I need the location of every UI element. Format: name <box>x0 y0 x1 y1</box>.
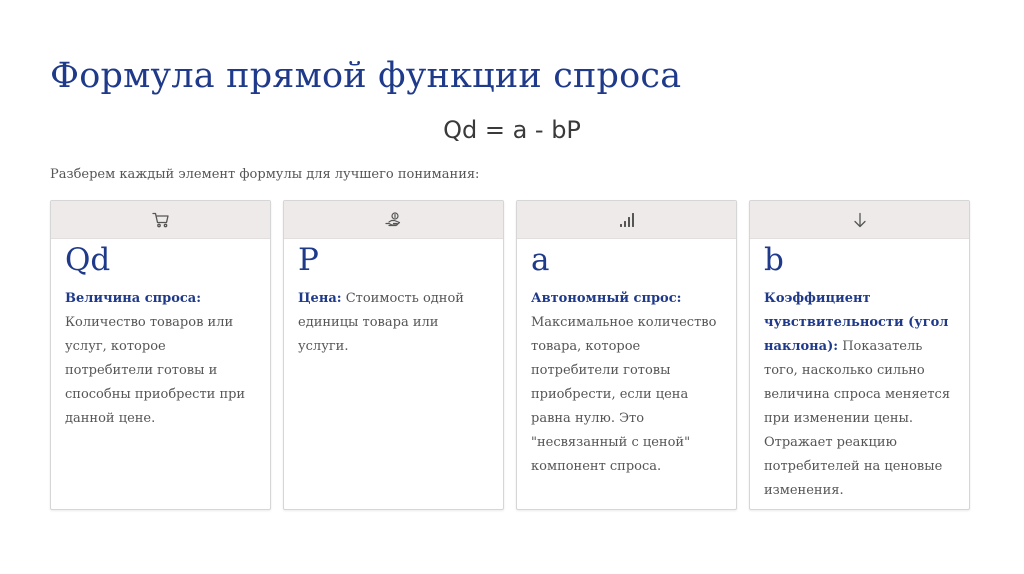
card-symbol: b <box>764 242 784 278</box>
card-term: Величина спроса: <box>65 291 202 306</box>
card-symbol: Qd <box>65 242 111 278</box>
card-header <box>51 201 270 239</box>
card-term: Автономный спрос: <box>531 291 682 306</box>
card-qd <box>50 200 271 510</box>
card-description <box>65 287 256 431</box>
hand-coin-icon <box>385 212 403 228</box>
card-term: Цена: <box>298 291 342 306</box>
card-term: Коэффициент чувствительности (угол наклона): <box>764 291 949 354</box>
cart-icon <box>152 212 170 228</box>
card-description <box>764 287 955 503</box>
card-a <box>516 200 737 510</box>
card-description <box>531 287 722 479</box>
card-text: Количество товаров или услуг, которое потребители готовы и способны приобрести при данной цене. <box>65 315 246 426</box>
card-text: Стоимость одной единицы товара или услуги. <box>298 291 464 354</box>
card-header <box>517 201 736 239</box>
card-p <box>283 200 504 510</box>
card-header <box>284 201 503 239</box>
card-header <box>750 201 969 239</box>
card-b <box>749 200 970 510</box>
card-symbol: a <box>531 242 550 278</box>
card-symbol: P <box>298 242 319 278</box>
card-description <box>298 287 489 359</box>
signal-bars-icon <box>618 212 636 228</box>
formula: Qd = a - bP <box>443 116 581 144</box>
card-text: Максимальное количество товара, которое потребители готовы приобрести, если цена равна нулю. Это "несвязанный с ценой" компонент спроса. <box>531 315 717 474</box>
page-title: Формула прямой функции спроса <box>50 56 682 96</box>
cards-row <box>50 200 970 510</box>
card-text: Показатель того, насколько сильно величина спроса меняется при изменении цены. Отражает реакцию потребителей на ценовые изменения. <box>764 339 951 498</box>
intro-text: Разберем каждый элемент формулы для лучшего понимания: <box>50 167 480 182</box>
arrow-down-icon <box>851 212 869 228</box>
